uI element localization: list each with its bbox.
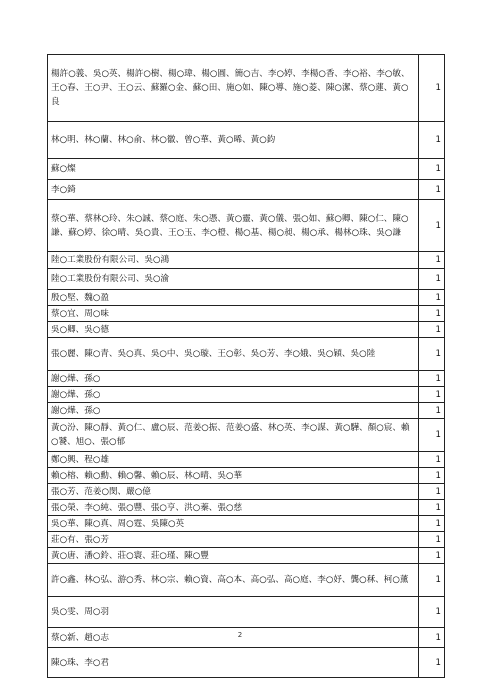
owner-table-body [48, 55, 445, 678]
table-row [48, 468, 445, 484]
count-cell: 1 [419, 387, 445, 403]
owner-names-cell: 鄭○興、程○雄 [48, 452, 419, 468]
count-cell: 1 [419, 628, 445, 648]
count-cell: 1 [419, 290, 445, 306]
table-row [48, 387, 445, 403]
count-cell: 1 [419, 452, 445, 468]
table-row [48, 252, 445, 269]
owner-names-cell: 謝○燁、孫○ [48, 387, 419, 403]
owner-names-cell: 張○芳、范姜○閔、嚴○億 [48, 484, 419, 500]
count-cell: 1 [419, 403, 445, 419]
count-cell: 1 [419, 468, 445, 484]
owner-table [47, 54, 445, 678]
table-row [48, 159, 445, 180]
table-row [48, 648, 445, 678]
page-number: 2 [237, 631, 243, 639]
owner-names-cell: 陳○珠、李○君 [48, 648, 419, 678]
count-cell: 1 [419, 648, 445, 678]
count-cell: 1 [419, 532, 445, 548]
table-row [48, 419, 445, 452]
owner-names-cell: 吳○華、陳○真、周○霆、吳陳○英 [48, 516, 419, 532]
count-cell: 1 [419, 371, 445, 387]
owner-names-cell: 蔡○宜、周○味 [48, 306, 419, 322]
table-row [48, 403, 445, 419]
count-cell: 1 [419, 484, 445, 500]
count-cell: 1 [419, 564, 445, 597]
owner-names-cell: 林○明、林○蘭、林○俞、林○徽、曾○華、黃○晞、黃○鈞 [48, 122, 419, 159]
table-row [48, 322, 445, 338]
count-cell: 1 [419, 252, 445, 269]
count-cell: 1 [419, 306, 445, 322]
count-cell: 1 [419, 180, 445, 200]
owner-names-cell: 吳○雯、周○羽 [48, 597, 419, 628]
owner-names-cell: 莊○有、張○芳 [48, 532, 419, 548]
table-row [48, 516, 445, 532]
count-cell: 1 [419, 597, 445, 628]
owner-names-cell: 楊許○義、吳○英、楊許○樹、楊○瑋、楊○圓、簡○吉、李○婷、李楊○香、李○裕、李○敏、王○春、王○尹、王○云、蘇羅○金、蘇○田、施○如、陳○導、施○菱、陳○潔、蔡○蓮、黃○良 [48, 55, 419, 122]
table-row [48, 269, 445, 290]
table-row [48, 500, 445, 516]
count-cell: 1 [419, 269, 445, 290]
count-cell: 1 [419, 55, 445, 122]
table-row [48, 122, 445, 159]
count-cell: 1 [419, 500, 445, 516]
count-cell: 1 [419, 122, 445, 159]
table-row [48, 371, 445, 387]
owner-names-cell: 蔡○華、蔡林○玲、朱○誠、蔡○庭、朱○憑、黃○靈、黃○儀、張○如、蘇○卿、陳○仁、陳○謙、蘇○婷、徐○晴、吳○貴、王○玉、李○橙、楊○基、楊○昶、楊○承、楊林○珠、吳○謙 [48, 200, 419, 252]
count-cell: 1 [419, 322, 445, 338]
owner-names-cell: 殷○堅、魏○盈 [48, 290, 419, 306]
owner-names-cell: 吳○卿、吳○德 [48, 322, 419, 338]
owner-names-cell: 許○鑫、林○弘、游○秀、林○宗、賴○資、高○本、高○弘、高○庭、李○妤、龔○秝、柯○薰 [48, 564, 419, 597]
count-cell: 1 [419, 159, 445, 180]
owner-names-cell: 蔡○新、趙○志 [48, 628, 419, 648]
table-row [48, 452, 445, 468]
table-row [48, 484, 445, 500]
table-row [48, 597, 445, 628]
count-cell: 1 [419, 548, 445, 564]
owner-names-cell: 張○榮、李○純、張○豐、張○亨、洪○蓁、張○慈 [48, 500, 419, 516]
owner-names-cell: 謝○燁、孫○ [48, 371, 419, 387]
table-row [48, 306, 445, 322]
count-cell: 1 [419, 338, 445, 371]
owner-names-cell: 張○麗、陳○青、吳○真、吳○中、吳○璇、王○彰、吳○芳、李○娥、吳○穎、吳○陸 [48, 338, 419, 371]
table-row [48, 548, 445, 564]
owner-names-cell: 陸○工業股份有限公司、吳○渝 [48, 269, 419, 290]
count-cell: 1 [419, 200, 445, 252]
owner-names-cell: 黃○汾、陳○靜、黃○仁、盧○辰、范姜○振、范姜○盛、林○英、李○謀、黃○驊、顏○宸、賴○饕、旭○、張○郁 [48, 419, 419, 452]
table-row [48, 564, 445, 597]
owner-names-cell: 蘇○燦 [48, 159, 419, 180]
table-row [48, 290, 445, 306]
table-row [48, 180, 445, 200]
owner-names-cell: 陸○工業股份有限公司、吳○鴻 [48, 252, 419, 269]
owner-names-cell: 賴○榕、賴○勳、賴○馨、賴○辰、林○晴、吳○華 [48, 468, 419, 484]
table-row [48, 200, 445, 252]
count-cell: 1 [419, 516, 445, 532]
table-row [48, 55, 445, 122]
count-cell: 1 [419, 419, 445, 452]
owner-names-cell: 黃○唐、潘○鈴、莊○寰、莊○瑾、陳○豐 [48, 548, 419, 564]
table-row [48, 532, 445, 548]
owner-names-cell: 李○錡 [48, 180, 419, 200]
table-row [48, 338, 445, 371]
owner-names-cell: 謝○燁、孫○ [48, 403, 419, 419]
